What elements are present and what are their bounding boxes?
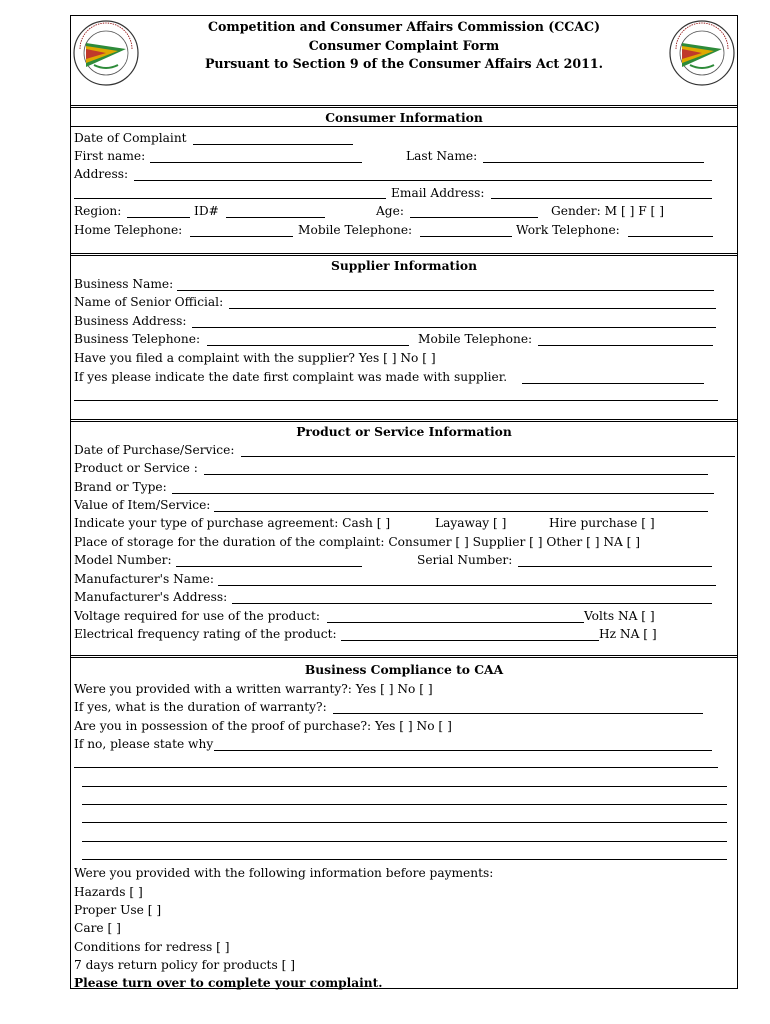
last-name-label: Last Name: (406, 149, 478, 163)
email-field[interactable] (491, 198, 712, 199)
header-subtitle: Consumer Complaint Form (308, 37, 500, 53)
serial-number-field[interactable] (518, 566, 712, 567)
brand-label: Brand or Type: (74, 480, 167, 494)
serial-number-label: Serial Number: (417, 553, 513, 567)
address-field[interactable] (134, 180, 712, 181)
written-warranty-question[interactable]: Were you provided with a written warranty?: Yes [ ] No [ ] (74, 682, 433, 696)
header-act-reference: Pursuant to Section 9 of the Consumer Affairs Act 2011. (204, 56, 604, 71)
if-no-reason-field[interactable] (214, 750, 712, 751)
brand-field[interactable] (172, 493, 714, 494)
senior-official-field[interactable] (229, 308, 716, 309)
frequency-label: Electrical frequency rating of the product: (74, 627, 337, 641)
model-number-field[interactable] (176, 566, 362, 567)
home-telephone-field[interactable] (190, 236, 293, 237)
last-name-field[interactable] (483, 162, 704, 163)
first-name-label: First name: (74, 149, 146, 163)
voltage-suffix[interactable]: Volts NA [ ] (584, 609, 655, 623)
reason-line-6[interactable] (82, 859, 727, 860)
value-field[interactable] (214, 511, 708, 512)
date-of-purchase-field[interactable] (241, 456, 735, 457)
work-telephone-label: Work Telephone: (516, 223, 620, 237)
supplier-section-title: Supplier Information (330, 258, 478, 273)
mobile-telephone-label: Mobile Telephone: (298, 223, 413, 237)
ccac-seal-icon (72, 19, 140, 87)
value-label: Value of Item/Service: (74, 498, 211, 512)
first-complaint-date-label: If yes please indicate the date first complaint was made with supplier. (74, 370, 508, 384)
header-title: Competition and Consumer Affairs Commission (CCAC) (207, 19, 601, 34)
divider-product (70, 419, 738, 422)
date-of-complaint-field[interactable] (193, 144, 353, 145)
divider-consumer (70, 105, 738, 108)
reason-line-5[interactable] (82, 841, 727, 842)
business-telephone-label: Business Telephone: (74, 332, 201, 346)
gender-label[interactable]: Gender: M [ ] F [ ] (551, 204, 664, 218)
return-policy-checkbox[interactable]: 7 days return policy for products [ ] (74, 958, 295, 972)
date-of-complaint-label: Date of Complaint (74, 131, 187, 145)
voltage-label: Voltage required for use of the product: (74, 609, 321, 623)
supplier-extra-line[interactable] (74, 400, 718, 401)
product-section-title: Product or Service Information (296, 424, 512, 439)
warranty-duration-field[interactable] (333, 713, 703, 714)
manufacturer-address-label: Manufacturer's Address: (74, 590, 228, 604)
business-telephone-field[interactable] (207, 345, 409, 346)
supplier-mobile-label: Mobile Telephone: (418, 332, 533, 346)
reason-line-4[interactable] (82, 822, 727, 823)
region-field[interactable] (127, 217, 190, 218)
form-header (70, 15, 738, 105)
email-label: Email Address: (391, 186, 485, 200)
product-or-service-label: Product or Service : (74, 461, 198, 475)
purchase-agreement-cash[interactable]: Indicate your type of purchase agreement: Cash [ ] (74, 516, 391, 530)
date-of-purchase-label: Date of Purchase/Service: (74, 443, 235, 457)
senior-official-label: Name of Senior Official: (74, 295, 224, 309)
product-or-service-field[interactable] (204, 474, 708, 475)
divider-consumer-title (70, 126, 738, 127)
filed-complaint-question[interactable]: Have you filed a complaint with the supplier? Yes [ ] No [ ] (74, 351, 436, 365)
proof-of-purchase-question[interactable]: Are you in possession of the proof of purchase?: Yes [ ] No [ ] (74, 719, 452, 733)
address-field-line2[interactable] (74, 198, 386, 199)
age-field[interactable] (410, 217, 538, 218)
business-address-field[interactable] (192, 327, 716, 328)
manufacturer-name-label: Manufacturer's Name: (74, 572, 214, 586)
reason-line-2[interactable] (82, 786, 727, 787)
ccac-seal-icon (668, 19, 736, 87)
voltage-field[interactable] (327, 622, 584, 623)
home-telephone-label: Home Telephone: (74, 223, 183, 237)
turn-over-note: Please turn over to complete your complaint. (74, 976, 383, 990)
proper-use-checkbox[interactable]: Proper Use [ ] (74, 903, 162, 917)
frequency-suffix[interactable]: Hz NA [ ] (599, 627, 657, 641)
if-no-reason-label: If no, please state why (74, 737, 214, 751)
work-telephone-field[interactable] (628, 236, 713, 237)
business-name-label: Business Name: (74, 277, 174, 291)
id-label: ID# (194, 204, 219, 218)
consumer-section-title: Consumer Information (325, 110, 483, 125)
purchase-agreement-hire[interactable]: Hire purchase [ ] (549, 516, 655, 530)
compliance-section-title: Business Compliance to CAA (304, 662, 504, 677)
divider-supplier (70, 253, 738, 256)
age-label: Age: (376, 204, 404, 218)
mobile-telephone-field[interactable] (420, 236, 512, 237)
address-label: Address: (74, 167, 129, 181)
reason-line-3[interactable] (82, 804, 727, 805)
purchase-agreement-layaway[interactable]: Layaway [ ] (435, 516, 507, 530)
region-label: Region: (74, 204, 122, 218)
hazards-checkbox[interactable]: Hazards [ ] (74, 885, 143, 899)
manufacturer-address-field[interactable] (232, 603, 712, 604)
place-of-storage[interactable]: Place of storage for the duration of the complaint: Consumer [ ] Supplier [ ] Other [ ] NA [ ] (74, 535, 641, 549)
business-name-field[interactable] (177, 290, 714, 291)
divider-compliance (70, 655, 738, 658)
frequency-field[interactable] (341, 640, 599, 641)
manufacturer-name-field[interactable] (218, 585, 716, 586)
business-address-label: Business Address: (74, 314, 187, 328)
info-before-payment-label: Were you provided with the following information before payments: (74, 866, 494, 880)
supplier-mobile-field[interactable] (538, 345, 713, 346)
model-number-label: Model Number: (74, 553, 172, 567)
id-field[interactable] (226, 217, 325, 218)
redress-checkbox[interactable]: Conditions for redress [ ] (74, 940, 230, 954)
care-checkbox[interactable]: Care [ ] (74, 921, 121, 935)
reason-line-1[interactable] (74, 767, 718, 768)
warranty-duration-label: If yes, what is the duration of warranty?: (74, 700, 327, 714)
first-name-field[interactable] (150, 162, 362, 163)
first-complaint-date-field[interactable] (522, 383, 704, 384)
